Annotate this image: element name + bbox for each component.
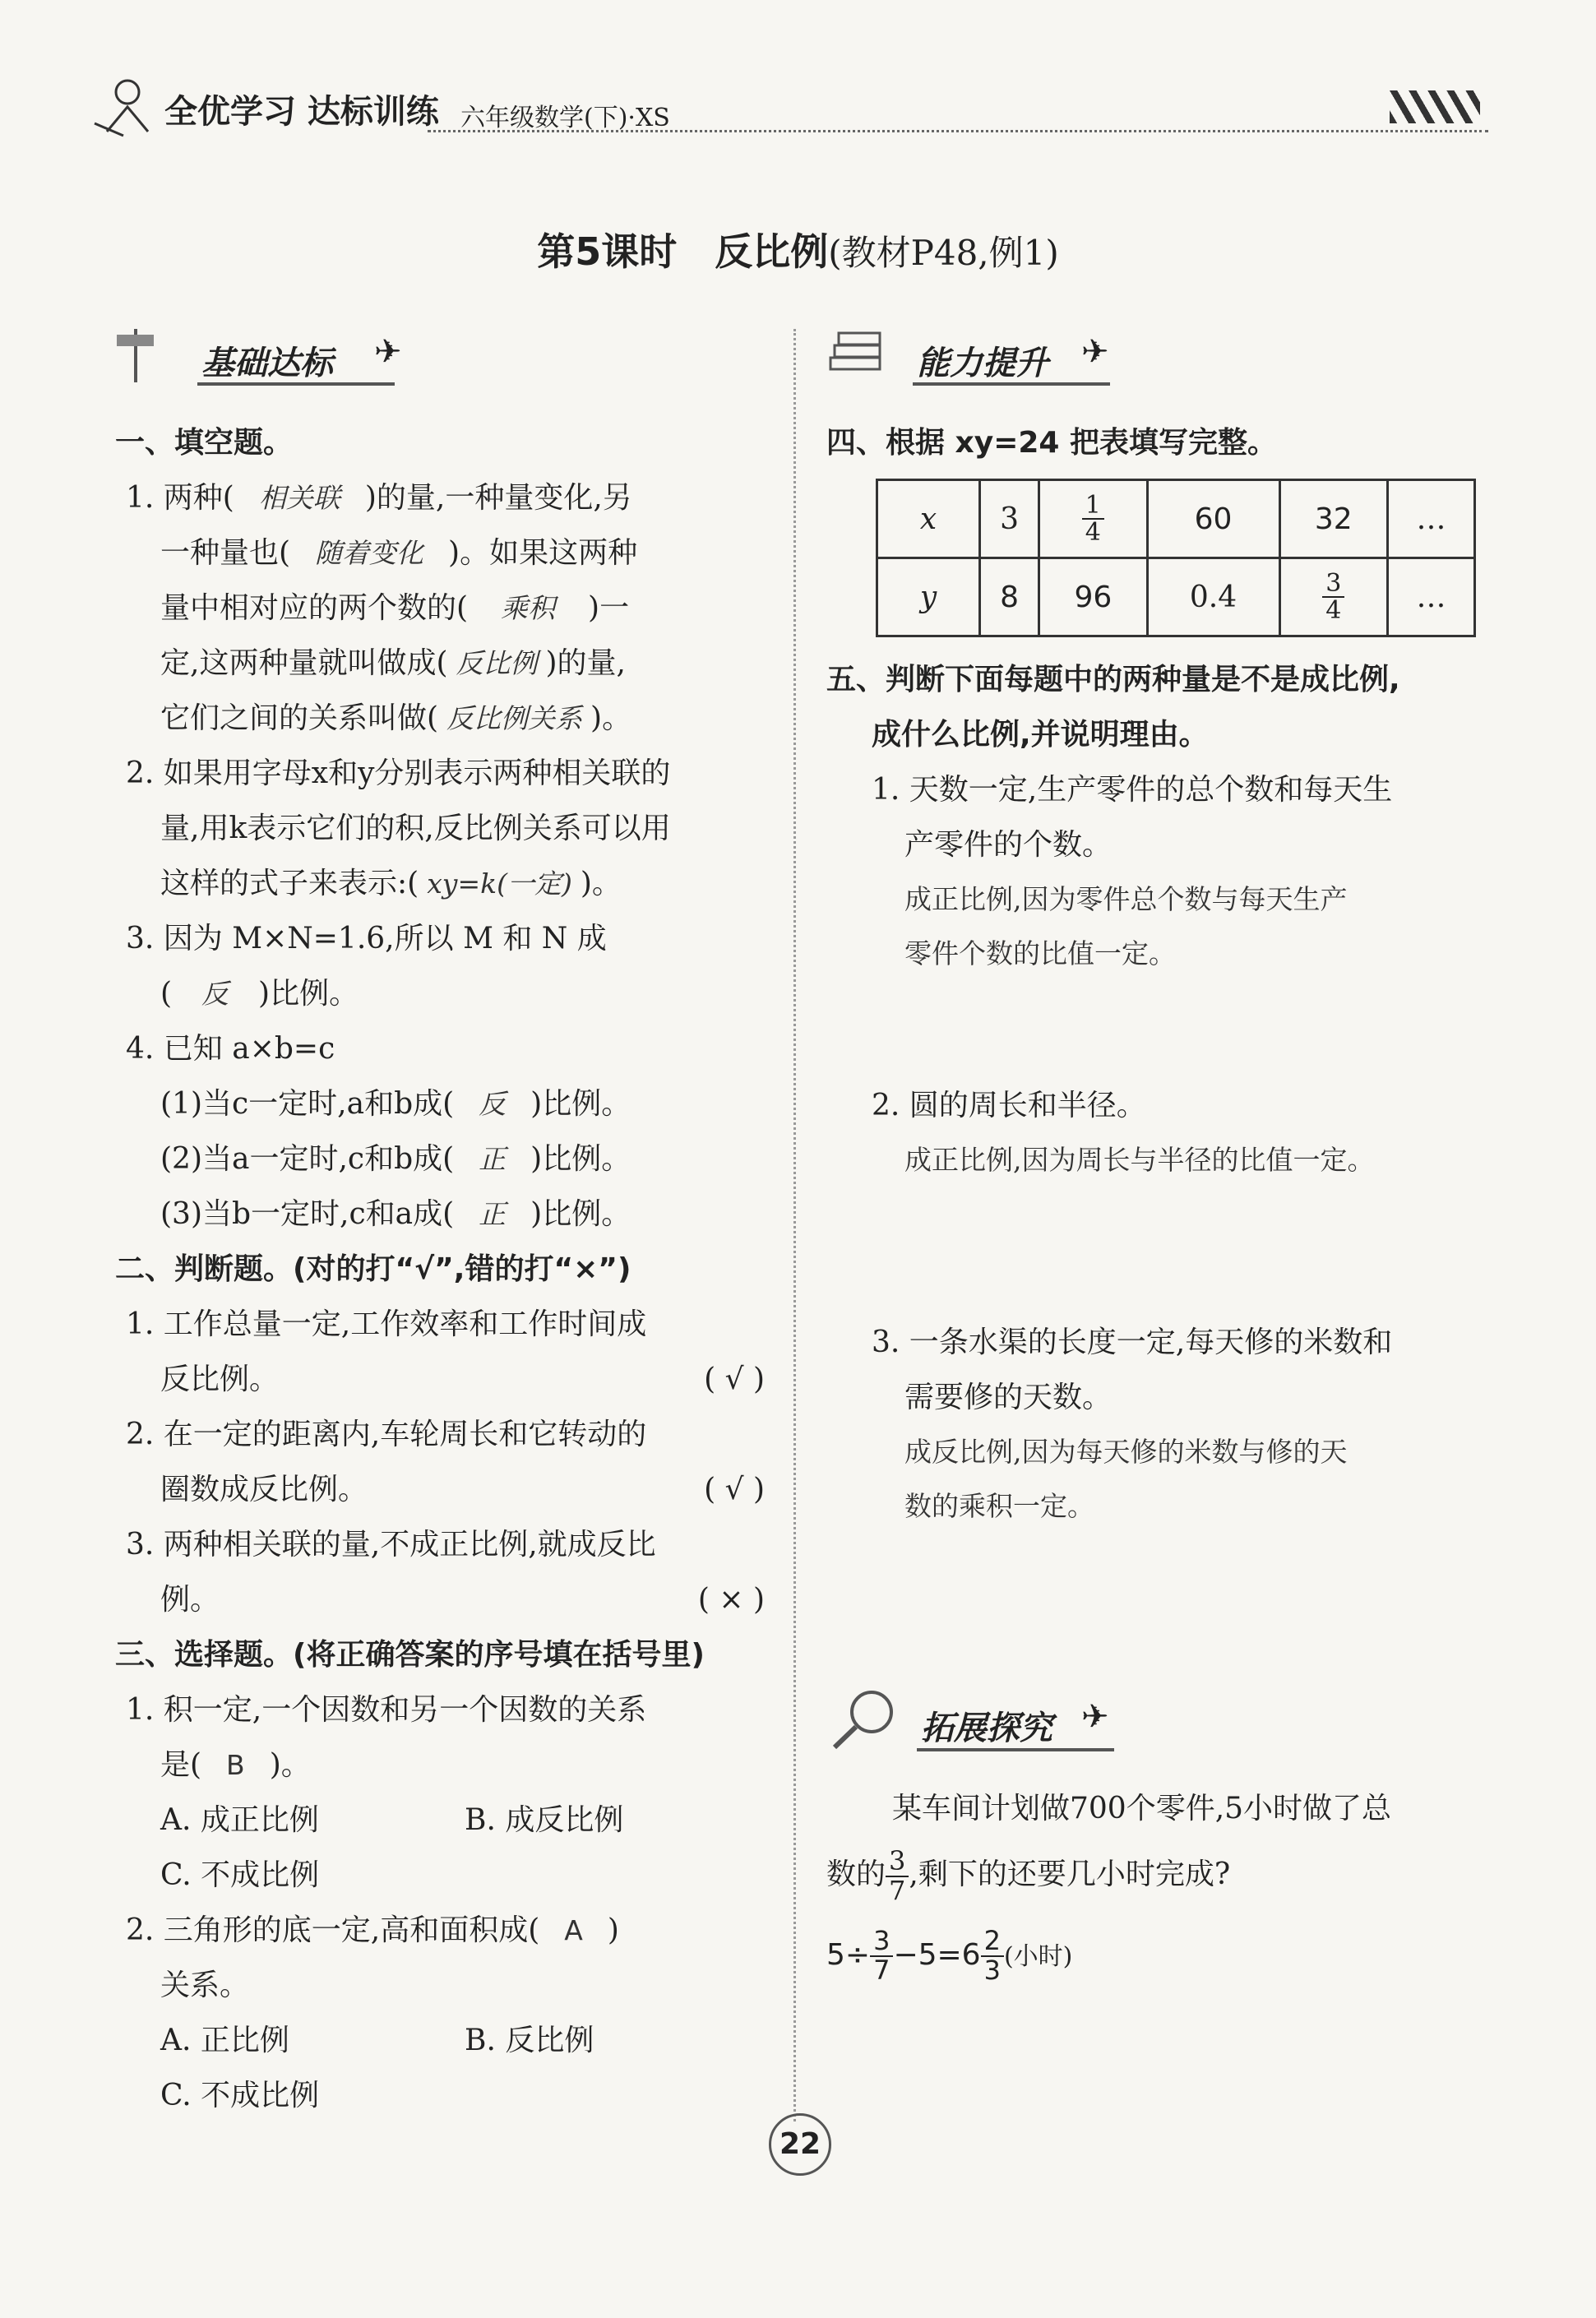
judgement-answer: ( × ) — [697, 1583, 765, 1617]
books-icon — [826, 325, 892, 382]
page-number: 22 — [769, 2113, 831, 2176]
table-row — [877, 480, 1475, 558]
airplane-icon: ✈ — [1081, 1698, 1109, 1736]
header-stripes — [1390, 90, 1480, 123]
s5-q3: 3. 一条水渠的长度一定,每天修的米数和 需要修的天数。 成反比例,因为每天修的米数与修的天 数的乘积一定。 — [826, 1315, 1484, 1534]
airplane-icon: ✈ — [1081, 333, 1109, 371]
answer-blank: 正 — [479, 1198, 507, 1230]
xy-table — [876, 479, 1476, 637]
s1-heading: 一、填空题。 — [115, 426, 294, 460]
s5-q1: 1. 天数一定,生产零件的总个数和每天生 产零件的个数。 成正比例,因为零件总个数与每天生产 零件个数的比值一定。 — [826, 762, 1484, 981]
option-a: A. 正比例 — [160, 2024, 289, 2057]
table-cell: 96 — [1039, 558, 1147, 636]
fraction: $\frac{3}{4}$ — [1322, 571, 1344, 624]
handwritten-answer: 成反比例,因为每天修的米数与修的天 — [904, 1436, 1348, 1468]
s1-q2: 2. 如果用字母x和y分别表示两种相关联的 量,用k表示它们的积,反比例关系可以用 这样的式子来表示:( xy=k(一定) )。 — [126, 756, 671, 900]
table-cell: 3 — [980, 480, 1039, 558]
table-cell: 60 — [1147, 480, 1279, 558]
table-row — [877, 558, 1475, 636]
s5-heading: 五、判断下面每题中的两种量是不是成比例, 成什么比例,并说明理由。 — [826, 663, 1400, 752]
section-extend-title: 拓展探究 — [921, 1710, 1052, 1747]
page-title — [0, 222, 1596, 276]
section-extend-underline — [917, 1748, 1114, 1751]
signpost-icon — [107, 325, 164, 382]
option-a: A. 成正比例 — [160, 1803, 319, 1837]
right-column — [826, 415, 1484, 1534]
magnifier-icon — [826, 1686, 900, 1751]
s3-q2: 2. 三角形的底一定,高和面积成( A ) 关系。 A. 正比例 B. 反比例 C. 不成比例 — [115, 1903, 773, 2123]
answer-blank: 乘积 — [501, 592, 556, 624]
fraction: $\frac{1}{4}$ — [1082, 493, 1104, 546]
s2-q2: 2. 在一定的距离内,车轮周长和它转动的 圈数成反比例。 ( √ ) — [115, 1407, 773, 1517]
answer-blank: 随着变化 — [315, 537, 424, 569]
table-cell: 0.4 — [1147, 558, 1279, 636]
section-ability-title: 能力提升 — [917, 345, 1048, 382]
handwritten-answer: 成正比例,因为零件总个数与每天生产 — [904, 883, 1348, 915]
s6-answer: 5÷ $\frac{3}{7}$ −5=6 $\frac{2}{3}$ (小时) — [826, 1925, 1073, 1986]
left-column — [115, 415, 773, 2123]
table-cell: … — [1387, 480, 1474, 558]
option-c: C. 不成比例 — [160, 1858, 320, 1892]
header-rule — [428, 130, 1488, 132]
s3-heading: 三、选择题。(将正确答案的序号填在括号里) — [115, 1638, 705, 1672]
s2-q1: 1. 工作总量一定,工作效率和工作时间成 反比例。 ( √ ) — [115, 1297, 773, 1407]
s6-problem: 某车间计划做700个零件,5小时做了总 数的 $\frac{3}{7}$ ,剩下的还要几小时完成? 5÷ $\frac{3}{7}$ −5=6 $\frac{2}{3}$ (小时) — [826, 1776, 1484, 1990]
s1-q1: 1. 两种( 相关联 )的量,一种量变化,另 一种量也( 随着变化 )。如果这两种 量中相对应的两个数的( 乘积 )一 定,这两种量就叫做成( 反比例 )的量, 它们之间的关系叫做( 反比例关系 )。 — [126, 481, 638, 735]
lesson-reference: (教材P48,例1) — [828, 233, 1059, 273]
s4-heading: 四、根据 xy=24 把表填写完整。 — [826, 426, 1278, 460]
table-cell — [1279, 558, 1387, 636]
handwritten-answer: 成正比例,因为周长与半径的比值一定。 — [904, 1144, 1375, 1176]
answer-blank: 反比例关系 — [446, 702, 583, 734]
airplane-icon: ✈ — [374, 333, 402, 371]
answer-blank: 相关联 — [258, 482, 340, 514]
fraction: $\frac{3}{7}$ — [886, 1848, 909, 1904]
s5-q2: 2. 圆的周长和半径。 成正比例,因为周长与半径的比值一定。 — [826, 1078, 1484, 1187]
s2-q3: 3. 两种相关联的量,不成正比例,就成反比 例。 ( × ) — [115, 1517, 773, 1627]
judgement-answer: ( √ ) — [704, 1363, 765, 1396]
table-cell: 8 — [980, 558, 1039, 636]
table-cell: x — [877, 480, 980, 558]
section-basic-title: 基础达标 — [201, 345, 333, 382]
answer-blank: 反比例 — [456, 647, 538, 679]
option-b: B. 反比例 — [465, 2024, 594, 2057]
fraction: $\frac{2}{3}$ — [981, 1927, 1004, 1984]
answer-blank: B — [226, 1749, 245, 1781]
s2-heading: 二、判断题。(对的打“√”,错的打“×”) — [115, 1252, 631, 1286]
option-b: B. 成反比例 — [465, 1803, 624, 1837]
section-basic-underline — [197, 382, 395, 386]
header-subtitle: 六年级数学(下)·XS — [460, 104, 670, 132]
column-divider — [793, 329, 796, 2121]
table-cell: y — [877, 558, 980, 636]
table-cell: 32 — [1279, 480, 1387, 558]
table-cell: … — [1387, 558, 1474, 636]
answer-blank: 正 — [479, 1143, 507, 1175]
section-ability-underline — [913, 382, 1110, 386]
table-cell — [1039, 480, 1147, 558]
fraction: $\frac{3}{7}$ — [870, 1927, 893, 1984]
answer-blank: xy=k(一定) — [427, 868, 572, 900]
answer-blank: A — [564, 1914, 583, 1946]
option-c: C. 不成比例 — [160, 2079, 320, 2112]
handwritten-answer: 数的乘积一定。 — [904, 1490, 1094, 1522]
lesson-title: 第5课时 反比例 — [537, 229, 829, 274]
answer-blank: 反 — [201, 978, 229, 1010]
s3-q1: 1. 积一定,一个因数和另一个因数的关系 是( B )。 A. 成正比例 B. 成反比例 C. 不成比例 — [115, 1682, 773, 1903]
s1-q3: 3. 因为 M×N=1.6,所以 M 和 N 成 ( 反 )比例。 — [126, 922, 607, 1011]
student-logo-icon — [90, 74, 156, 140]
answer-blank: 反 — [479, 1088, 507, 1120]
header-brand: 全优学习 达标训练 — [164, 93, 439, 131]
handwritten-answer: 零件个数的比值一定。 — [904, 937, 1176, 969]
s1-q4: 4. 已知 a×b=c (1)当c一定时,a和b成( 反 )比例。 (2)当a一定时,c和b成( 正 )比例。 (3)当b一定时,c和a成( 正 )比例。 — [126, 1032, 631, 1231]
judgement-answer: ( √ ) — [704, 1473, 765, 1506]
